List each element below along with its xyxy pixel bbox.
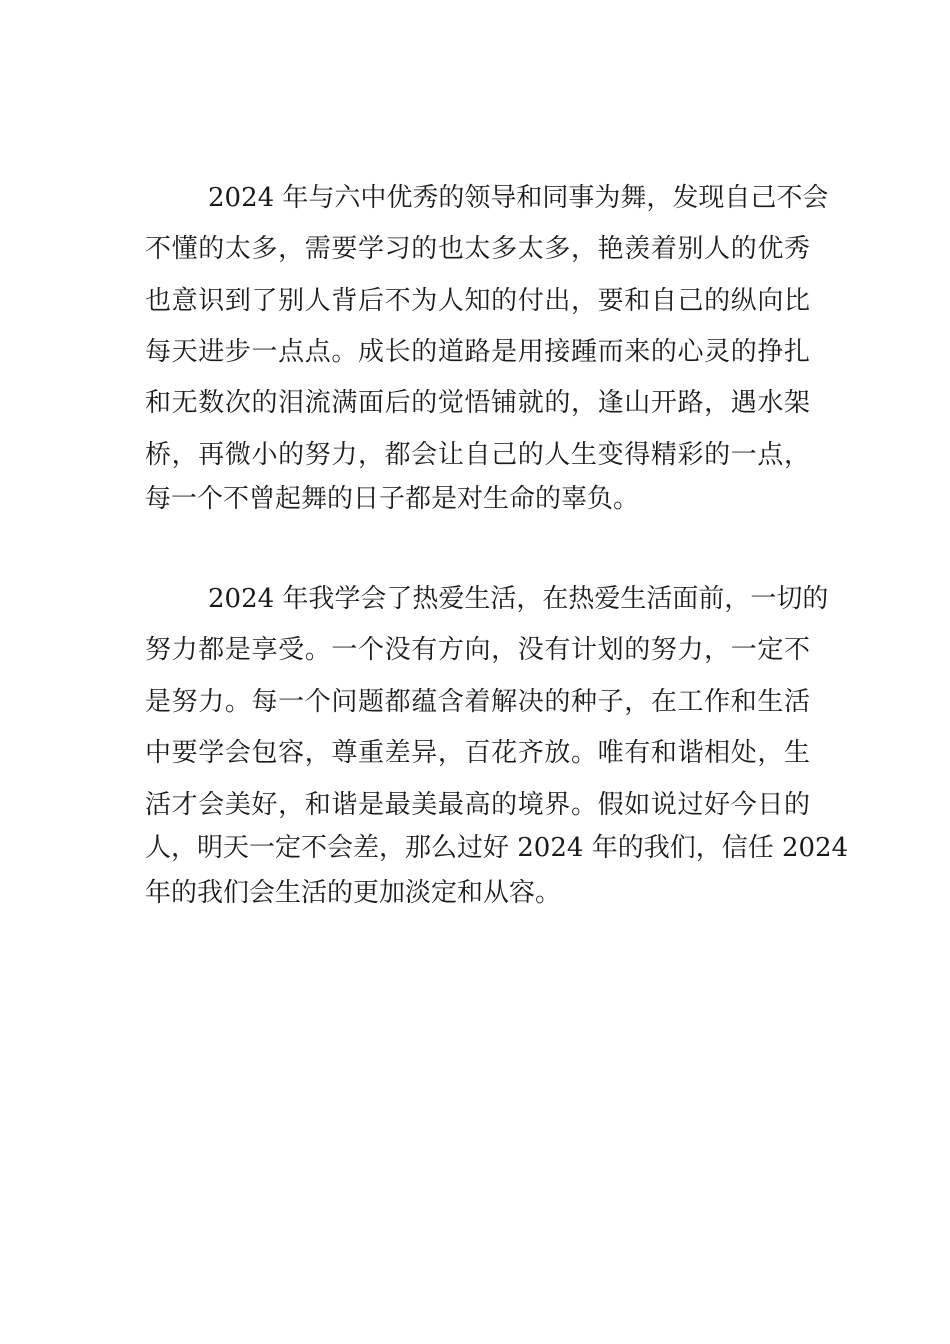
paragraph-2-line-1: 2024 年我学会了热爱生活，在热爱生活面前，一切的 bbox=[208, 584, 829, 614]
paragraph-2-line-7: 年的我们会生活的更加淡定和从容。 bbox=[145, 878, 562, 908]
paragraph-1-line-5: 和无数次的泪流满面后的觉悟铺就的，逢山开路，遇水架 bbox=[145, 388, 810, 418]
paragraph-2-line-5: 活才会美好，和谐是最美最高的境界。假如说过好今日的 bbox=[145, 790, 810, 820]
paragraph-2-line-6: 人，明天一定不会差，那么过好 2024 年的我们，信任 2024 bbox=[145, 833, 849, 863]
paragraph-1-line-1: 2024 年与六中优秀的领导和同事为舞，发现自己不会 bbox=[208, 183, 829, 213]
paragraph-2-line-2: 努力都是享受。一个没有方向，没有计划的努力，一定不 bbox=[145, 635, 810, 665]
paragraph-1-line-4: 每天进步一点点。成长的道路是用接踵而来的心灵的挣扎 bbox=[145, 337, 810, 367]
paragraph-1-line-6: 桥，再微小的努力，都会让自己的人生变得精彩的一点， bbox=[145, 440, 810, 470]
paragraph-2-line-3: 是努力。每一个问题都蕴含着解决的种子，在工作和生活 bbox=[145, 687, 810, 717]
paragraph-1-line-2: 不懂的太多，需要学习的也太多太多，艳羡着别人的优秀 bbox=[145, 234, 810, 264]
paragraph-1-line-7: 每一个不曾起舞的日子都是对生命的辜负。 bbox=[145, 484, 640, 514]
paragraph-1-line-3: 也意识到了别人背后不为人知的付出，要和自己的纵向比 bbox=[145, 286, 810, 316]
paragraph-2-line-4: 中要学会包容，尊重差异，百花齐放。唯有和谐相处，生 bbox=[145, 738, 810, 768]
